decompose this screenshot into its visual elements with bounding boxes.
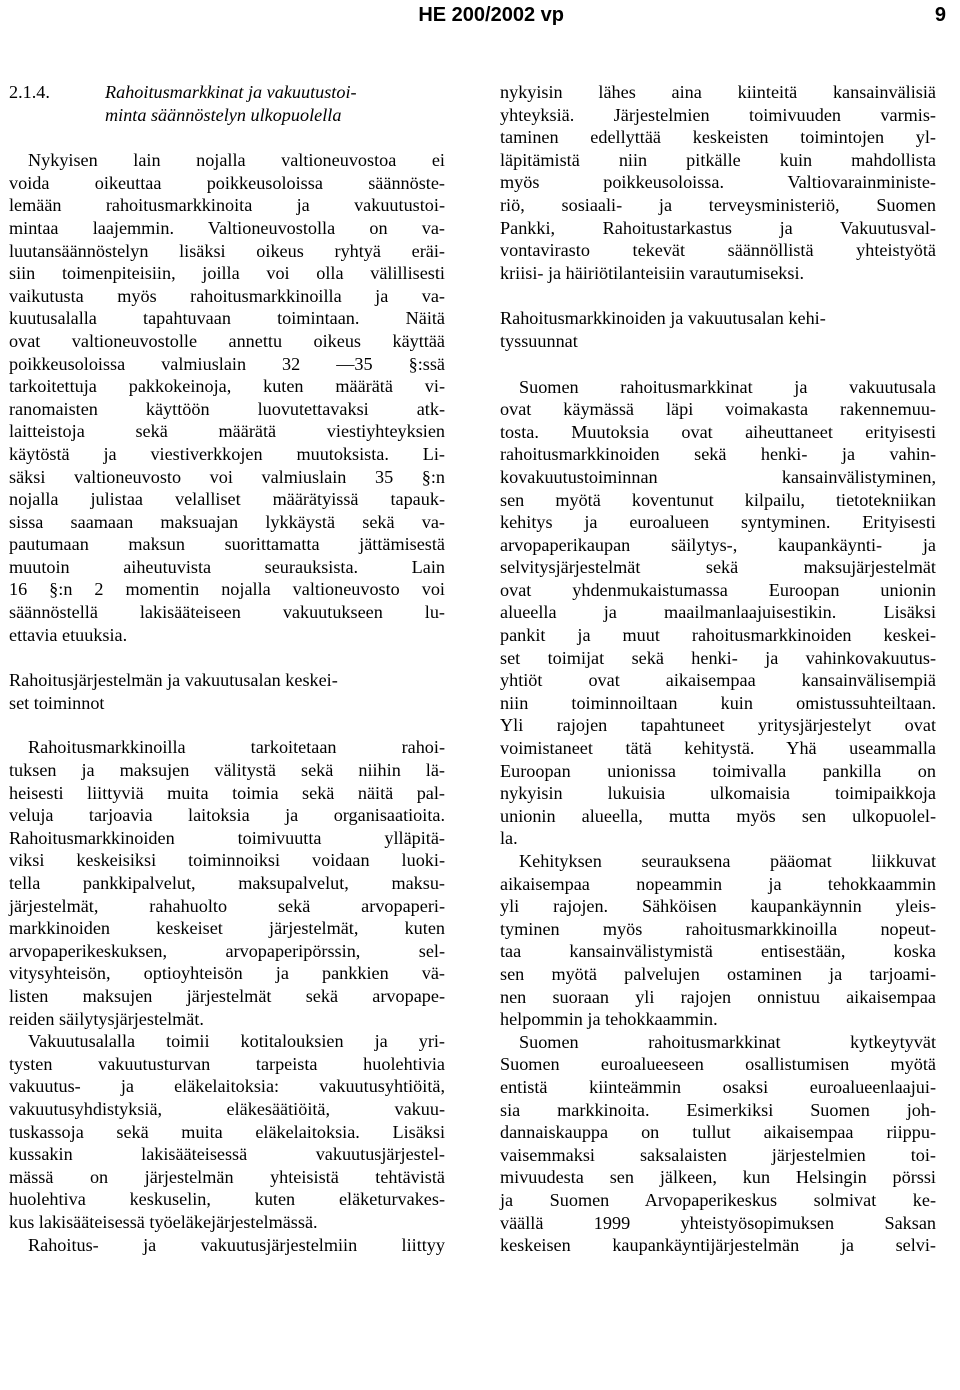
text-line: set toimijat sekä henki- ja vahinkovakuutus-: [500, 647, 936, 668]
text-line: sen myötä koventunut kilpailu, tietotekniikan: [500, 489, 936, 510]
text-line: tarkoitettuja pakkokeinoja, kuten määrätä vi-: [9, 376, 445, 397]
text-line: arvopaperikeskuksen, arvopaperipörssin, sel-: [9, 940, 445, 961]
text-line: Yli rajojen tapahtuneet yritysjärjestelyt ovat: [500, 715, 936, 736]
text-line: dannaiskauppa on tullut aikaisempaa riippu-: [500, 1122, 936, 1143]
text-line: la.: [500, 828, 518, 849]
text-line: rahoitusmarkkinoiden sekä henki- ja vahin-: [500, 444, 936, 465]
text-line: ja Suomen Arvopaperikeskus solmivat ke-: [500, 1189, 936, 1210]
text-line: tysten vakuutusturvan tarpeista huolehtivia: [9, 1053, 445, 1074]
text-line: yhtiöt ovat aikaisempaa kansainvälisempiä: [500, 670, 936, 691]
paragraph: [9, 149, 445, 646]
paragraph: [500, 1031, 936, 1257]
text-line: Rahoitusmarkkinoiden ja vakuutusalan kehi-: [500, 308, 826, 329]
text-line: entistä kiinteämmin osaksi euroalueenlaajui-: [500, 1076, 936, 1097]
text-line: Nykyisen lain nojalla valtioneuvostoa ei: [28, 150, 445, 171]
right-column: [500, 81, 936, 1257]
text-line: mässä on järjestelmän yhteisistä tehtävistä: [9, 1166, 445, 1187]
text-line: mintaa laajemmin. Valtioneuvostolla on va-: [9, 217, 445, 238]
text-line: säksi valtioneuvosto voi valmiuslain 35 §:n: [9, 466, 445, 487]
text-line: Suomen rahoitusmarkkinat kytkeytyvät: [519, 1031, 936, 1052]
text-line: keskeisen kaupankäyntijärjestelmän ja selvi-: [500, 1235, 936, 1256]
text-line: Rahoitusmarkkinoiden toimivuutta ylläpitä-: [9, 827, 445, 848]
text-line: aikaisempaa nopeammin ja tehokkaammin: [500, 873, 936, 894]
text-line: yli rajojen. Sähköisen kaupankäynnin yleis-: [500, 896, 936, 917]
text-line: Vakuutusalalla toimii kotitalouksien ja yri-: [28, 1031, 445, 1052]
text-line: kovakuutustoiminnan kansainvälistyminen,: [500, 466, 936, 487]
text-line: arvopaperikaupan säilytys-, kaupankäynti- ja: [500, 534, 936, 555]
text-line: sissa saamaan maksuajan lykkäystä sekä va-: [9, 511, 445, 532]
text-line: pautumaan maksun suorittamatta jättämisestä: [9, 534, 445, 555]
text-line: listen maksujen järjestelmät sekä arvopape-: [9, 985, 445, 1006]
text-line: taminen edellyttää keskeisten toimintojen yl-: [500, 127, 936, 148]
text-line: Rahoitus- ja vakuutusjärjestelmiin liittyy: [28, 1234, 445, 1255]
text-line: vitysyhteisön, optioyhteisön ja pankkien vä-: [9, 963, 445, 984]
text-line: voida oikeuttaa poikkeusoloissa säännöste-: [9, 172, 445, 193]
text-line: riö, sosiaali- ja terveysministeriö, Suomen: [500, 194, 936, 215]
text-line: sia markkinoita. Esimerkiksi Suomen joh-: [500, 1099, 936, 1120]
text-line: tuskassoja sekä muita eläkelaitoksia. Lisäksi: [9, 1121, 445, 1142]
text-line: nykyisin lähes aina kiinteitä kansainvälisiä: [500, 82, 936, 102]
text-line: niin toiminnoiltaan kuin omistussuhteiltaan.: [500, 692, 936, 713]
text-line: kussakin lakisääteisessä vakuutusjärjestel-: [9, 1144, 445, 1165]
section-title-line: minta säännöstelyn ulkopuolella: [105, 104, 342, 125]
text-line: käytöstä ja viestiverkkojen muutoksista. Li-: [9, 443, 445, 464]
subheading: [9, 669, 445, 714]
section-number: 2.1.4.: [9, 82, 50, 102]
text-line: poikkeusoloissa valmiuslain 32 —35 §:ssä: [9, 353, 445, 374]
text-line: nojalla julistaa velalliset määrätyissä tapauk-: [9, 489, 445, 510]
text-line: ettavia etuuksia.: [9, 624, 128, 645]
text-line: lemään rahoitusmarkkinoita ja vakuutustoi-: [9, 195, 445, 216]
text-line: yhteyksiä. Järjestelmien toimivuuden varmis-: [500, 104, 936, 125]
text-line: säännöstellä lakisääteiseen vakuutukseen lu-: [9, 602, 445, 623]
text-line: tuksen ja maksujen välitystä sekä niihin lä-: [9, 760, 445, 781]
text-line: markkinoiden keskeiset järjestelmät, kuten: [9, 918, 445, 939]
text-line: huolehtiva keskuselin, kuten eläketurvakes-: [9, 1189, 445, 1210]
text-line: väällä 1999 yhteistyösopimuksen Saksan: [500, 1212, 936, 1233]
paragraph: [500, 376, 936, 850]
text-line: Suomen euroalueeseen osallistumisen myötä: [500, 1054, 936, 1075]
text-line: kriisi- ja häiriötilanteisiin varautumiseksi.: [500, 262, 805, 283]
text-line: viksi keskeisiksi toiminnoiksi voidaan luoki-: [9, 850, 445, 871]
text-line: sen myötä palvelujen ostaminen ja tarjoami-: [500, 963, 936, 984]
subheading: [500, 307, 936, 352]
text-line: voimistaneet tätä kehitystä. Yhä useammalla: [500, 738, 936, 759]
text-line: mivuudesta sen jälkeen, kun Helsingin pörssi: [500, 1167, 936, 1188]
text-line: vontavirasto tekevät säännöllistä yhteistyötä: [500, 240, 936, 261]
text-line: unionin alueella, mutta myös sen ulkopuolel-: [500, 805, 936, 826]
text-line: järjestelmät, rahahuolto sekä arvopaperi-: [9, 895, 445, 916]
paragraph: [9, 736, 445, 1030]
text-line: ovat valtioneuvostolle annettu oikeus käyttää: [9, 330, 445, 351]
left-column: [9, 81, 445, 1256]
page-number: 9: [934, 4, 946, 26]
text-line: alueella ja maailmanlaajuisestikin. Lisäksi: [500, 602, 936, 623]
section-title-line: Rahoitusmarkkinat ja vakuutustoi-: [105, 82, 357, 102]
text-line: nen suoraan yli rajojen onnistuu aikaisempaa: [500, 986, 936, 1007]
paragraph: [9, 1234, 445, 1257]
text-line: tella pankkipalvelut, maksupalvelut, maksu-: [9, 873, 445, 893]
text-line: tyssuunnat: [500, 330, 578, 351]
text-line: Pankki, Rahoitustarkastus ja Vakuutusval-: [500, 217, 936, 238]
paragraph: [500, 81, 936, 284]
text-line: 16 §:n 2 momentin nojalla valtioneuvosto voi: [9, 579, 445, 600]
text-line: reiden säilytysjärjestelmät.: [9, 1008, 204, 1029]
text-line: Rahoitusmarkkinoilla tarkoitetaan rahoi-: [28, 737, 445, 758]
text-line: ovat käymässä läpi voimakasta rakennemuu-: [500, 399, 936, 420]
text-line: myös poikkeusoloissa. Valtiovarainministe-: [500, 172, 936, 193]
text-line: Rahoitusjärjestelmän ja vakuutusalan keskei-: [9, 670, 338, 691]
text-line: helpommin ja tehokkaammin.: [500, 1009, 718, 1030]
text-line: kuutusalalla tapahtuvaan toimintaan. Näitä: [9, 308, 445, 329]
text-line: vaikutusta myös rahoitusmarkkinoilla ja va-: [9, 285, 445, 306]
text-line: taa kansainvälistymistä entisestään, koska: [500, 941, 936, 962]
text-line: laitteistoja sekä määrätä viestiyhteyksien: [9, 421, 445, 442]
text-line: ovat yhdenmukaistumassa Euroopan unionin: [500, 579, 936, 600]
text-line: kus lakisääteisessä työeläkejärjestelmässä.: [9, 1211, 318, 1232]
text-line: vaisemmaksi saksalaisten järjestelmien toi-: [500, 1144, 936, 1165]
text-line: Kehityksen seurauksena pääomat liikkuvat: [519, 851, 936, 871]
page-header: [0, 0, 960, 40]
paragraph: [500, 850, 936, 1031]
text-line: läpitämistä niin pitkälle kuin mahdollista: [500, 149, 936, 170]
text-line: veluja tarjoavia laitoksia ja organisaatioita.: [9, 805, 445, 826]
text-line: ranomaisten käyttöön luovutettavaksi atk-: [9, 398, 445, 419]
text-line: vakuutusyhdistyksiä, eläkesäätiöitä, vakuu-: [9, 1098, 445, 1119]
text-line: selvitysjärjestelmät sekä maksujärjestelmät: [500, 557, 936, 578]
text-line: kehitys ja euroalueen syntyminen. Erityisesti: [500, 512, 936, 533]
text-line: siin toimenpiteisiin, joilla voi olla välillisesti: [9, 263, 445, 284]
text-line: nykyisin lukuisia ulkomaisia toimipaikkoja: [500, 783, 936, 804]
paragraph: [9, 1030, 445, 1233]
text-line: tyminen myös rahoitusmarkkinoilla nopeut-: [500, 918, 936, 939]
text-line: muutoin aiheutuvista seurauksista. Lain: [9, 556, 445, 577]
text-line: luutansäännöstelyn lisäksi oikeus ryhtyä eräi-: [9, 240, 445, 261]
text-line: tosta. Muutoksia ovat aiheuttaneet erityisesti: [500, 421, 936, 442]
text-line: heisesti liittyviä muita toimia sekä näitä pal-: [9, 782, 445, 803]
text-line: set toiminnot: [9, 692, 105, 713]
section-heading: [9, 81, 445, 126]
text-line: vakuutus- ja eläkelaitoksia: vakuutusyhtiöitä,: [9, 1076, 445, 1097]
text-line: pankit ja muut rahoitusmarkkinoiden keskei-: [500, 625, 936, 646]
text-line: Suomen rahoitusmarkkinat ja vakuutusala: [519, 376, 936, 397]
document-id: HE 200/2002 vp: [418, 4, 564, 26]
text-line: Euroopan unionissa toimivalla pankilla on: [500, 760, 936, 781]
